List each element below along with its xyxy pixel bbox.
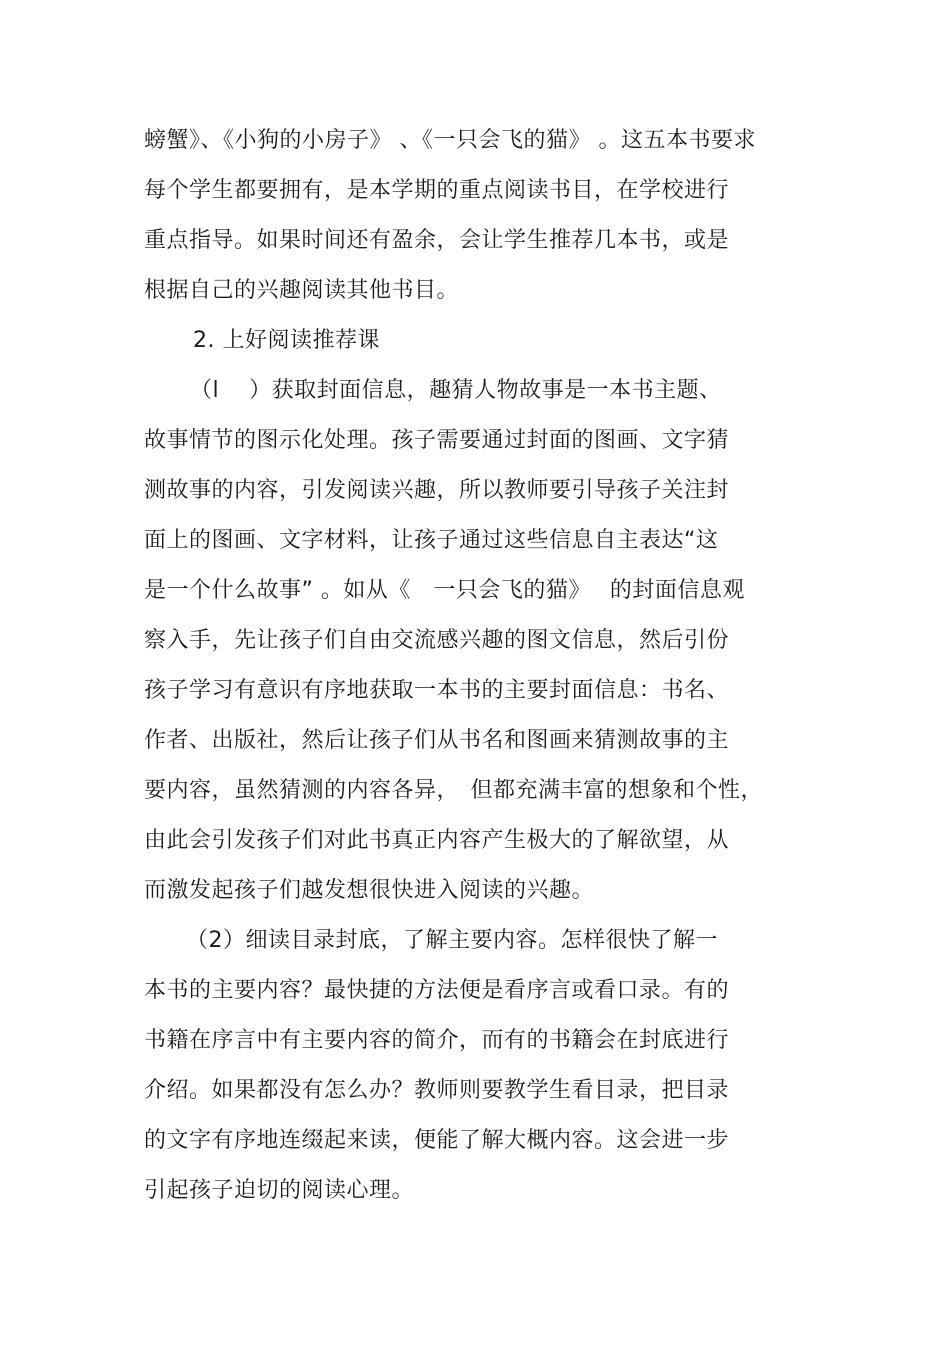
section-heading: 2. 上好阅读推荐课 (193, 328, 380, 353)
text-line: 本书的主要内容？最快捷的方法便是看序言或看口录。有的 (144, 978, 730, 1003)
text-line: 测故事的内容，引发阅读兴趣，所以教师要引导孩子关注封 (144, 478, 730, 503)
text-line: 引起孩子迫切的阅读心理。 (144, 1178, 415, 1203)
text-line: 由此会引发孩子们对此书真正内容产生极大的了解欲望，从 (144, 828, 730, 853)
text-line: 故事情节的图示化处理。孩子需要通过封面的图画、文字猜 (144, 428, 730, 453)
text-line: （l ）获取封面信息，趣猜人物故事是一本书主题、 (190, 378, 722, 403)
text-line: 介绍。如果都没有怎么办？教师则要教学生看目录，把目录 (144, 1078, 730, 1103)
text-line: 作者、出版社，然后让孩子们从书名和图画来猜测故事的主 (144, 728, 730, 753)
text-line: 书籍在序言中有主要内容的简介，而有的书籍会在封底进行 (144, 1028, 730, 1053)
text-line: 每个学生都要拥有，是本学期的重点阅读书目，在学校进行 (144, 178, 730, 203)
text-line: 重点指导。如果时间还有盈余，会让学生推荐几本书，或是 (144, 228, 730, 253)
text-line: 的文字有序地连缀起来读，便能了解大概内容。这会进一步 (144, 1128, 730, 1153)
text-line: 螃蟹》、《小狗的小房子》 、《一只会飞的猫》 。这五本书要求 (144, 128, 756, 153)
text-line: 要内容，虽然猜测的内容各异， 但都充满丰富的想象和个性， (144, 778, 764, 803)
text-line: 察入手，先让孩子们自由交流感兴趣的图文信息，然后引份 (144, 628, 730, 653)
text-line: 根据自己的兴趣阅读其他书目。 (144, 278, 460, 303)
text-line: 而激发起孩子们越发想很快进入阅读的兴趣。 (144, 878, 595, 903)
text-line: （2）细读目录封底，了解主要内容。怎样很快了解一 (186, 928, 718, 953)
text-line: 面上的图画、文字材料，让孩子通过这些信息自主表达“这 (144, 528, 719, 553)
text-line: 是一个什么故事” 。如从《 一只会飞的猫》 的封面信息观 (144, 578, 745, 603)
text-line: 孩子学习有意识有序地获取一本书的主要封面信息：书名、 (144, 678, 730, 703)
